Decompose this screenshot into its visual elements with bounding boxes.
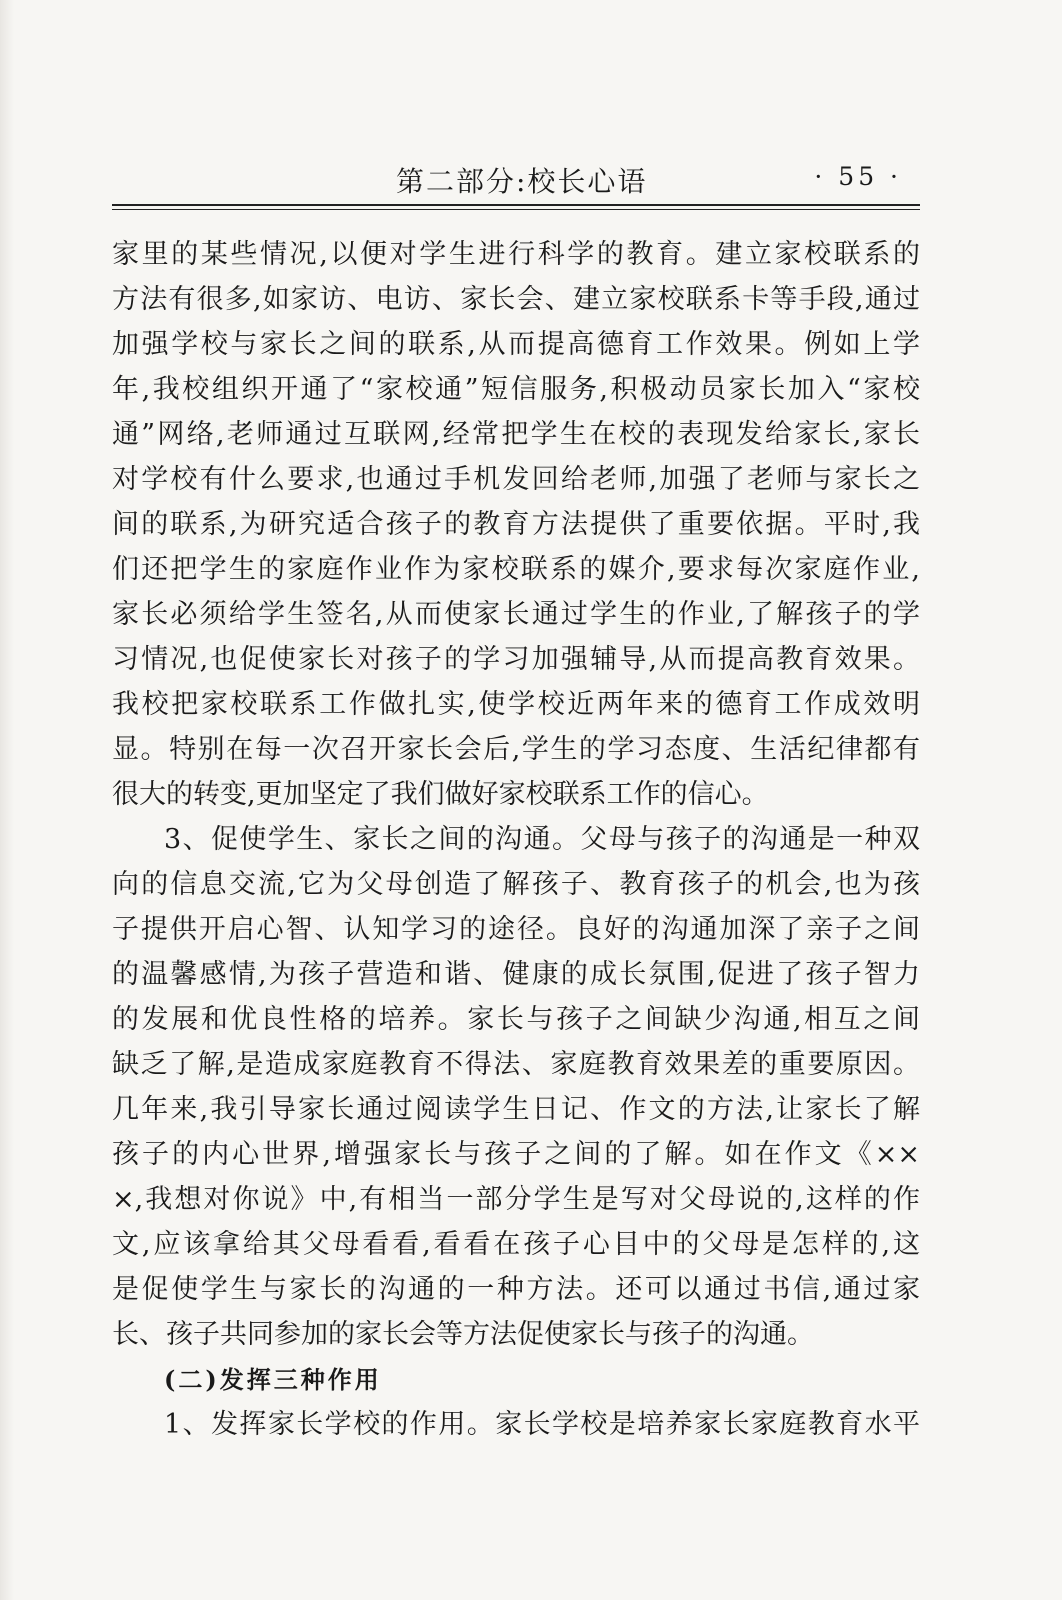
text-line: 显。特别在每一次召开家长会后,学生的学习态度、生活纪律都有 (112, 734, 920, 765)
text-line: 加强学校与家长之间的联系,从而提高德育工作效果。例如上学 (112, 329, 920, 360)
text-line: 习情况,也促使家长对孩子的学习加强辅导,从而提高教育效果。 (112, 644, 920, 675)
body-text (112, 232, 920, 1447)
page-number: · 55 · (814, 162, 902, 191)
text-line: 家里的某些情况,以便对学生进行科学的教育。建立家校联系的 (112, 239, 920, 270)
text-line: 向的信息交流,它为父母创造了解孩子、教育孩子的机会,也为孩 (112, 869, 920, 900)
text-line: 对学校有什么要求,也通过手机发回给老师,加强了老师与家长之 (112, 464, 920, 495)
text-line: 是促使学生与家长的沟通的一种方法。还可以通过书信,通过家 (112, 1274, 920, 1305)
text-line: 年,我校组织开通了“家校通”短信服务,积极动员家长加入“家校 (112, 374, 920, 405)
text-line: 我校把家校联系工作做扎实,使学校近两年来的德育工作成效明 (112, 689, 920, 720)
paragraph-start-line: 1、发挥家长学校的作用。家长学校是培养家长家庭教育水平 (164, 1409, 920, 1440)
text-line: 长、孩子共同参加的家长会等方法促使家长与孩子的沟通。 (112, 1319, 814, 1350)
text-line: 缺乏了解,是造成家庭教育不得法、家庭教育效果差的重要原因。 (112, 1049, 920, 1080)
header-rule-thick (112, 204, 920, 206)
text-line: 子提供开启心智、认知学习的途径。良好的沟通加深了亲子之间 (112, 914, 920, 945)
text-line: 的发展和优良性格的培养。家长与孩子之间缺少沟通,相互之间 (112, 1004, 920, 1035)
text-line: 的温馨感情,为孩子营造和谐、健康的成长氛围,促进了孩子智力 (112, 959, 920, 990)
text-line: 文,应该拿给其父母看看,看看在孩子心目中的父母是怎样的,这 (112, 1229, 920, 1260)
header-rule-thin (112, 209, 920, 210)
text-line: ×,我想对你说》中,有相当一部分学生是写对父母说的,这样的作 (112, 1184, 920, 1215)
text-line: 孩子的内心世界,增强家长与孩子之间的了解。如在作文《×× (112, 1139, 920, 1170)
text-line: 几年来,我引导家长通过阅读学生日记、作文的方法,让家长了解 (112, 1094, 920, 1125)
running-header (112, 160, 920, 200)
text-line: 家长必须给学生签名,从而使家长通过学生的作业,了解孩子的学 (112, 599, 920, 630)
header-title: 第二部分:校长心语 (396, 165, 648, 198)
text-line: 方法有很多,如家访、电访、家长会、建立家校联系卡等手段,通过 (112, 284, 920, 315)
text-line: 通”网络,老师通过互联网,经常把学生在校的表现发给家长,家长 (112, 419, 920, 450)
section-subheading: (二)发挥三种作用 (164, 1365, 382, 1394)
page-edge (0, 0, 14, 1600)
paragraph-start-line: 3、促使学生、家长之间的沟通。父母与孩子的沟通是一种双 (164, 824, 920, 855)
text-line: 们还把学生的家庭作业作为家校联系的媒介,要求每次家庭作业, (112, 554, 920, 585)
text-line: 间的联系,为研究适合孩子的教育方法提供了重要依据。平时,我 (112, 509, 920, 540)
text-line: 很大的转变,更加坚定了我们做好家校联系工作的信心。 (112, 779, 769, 810)
